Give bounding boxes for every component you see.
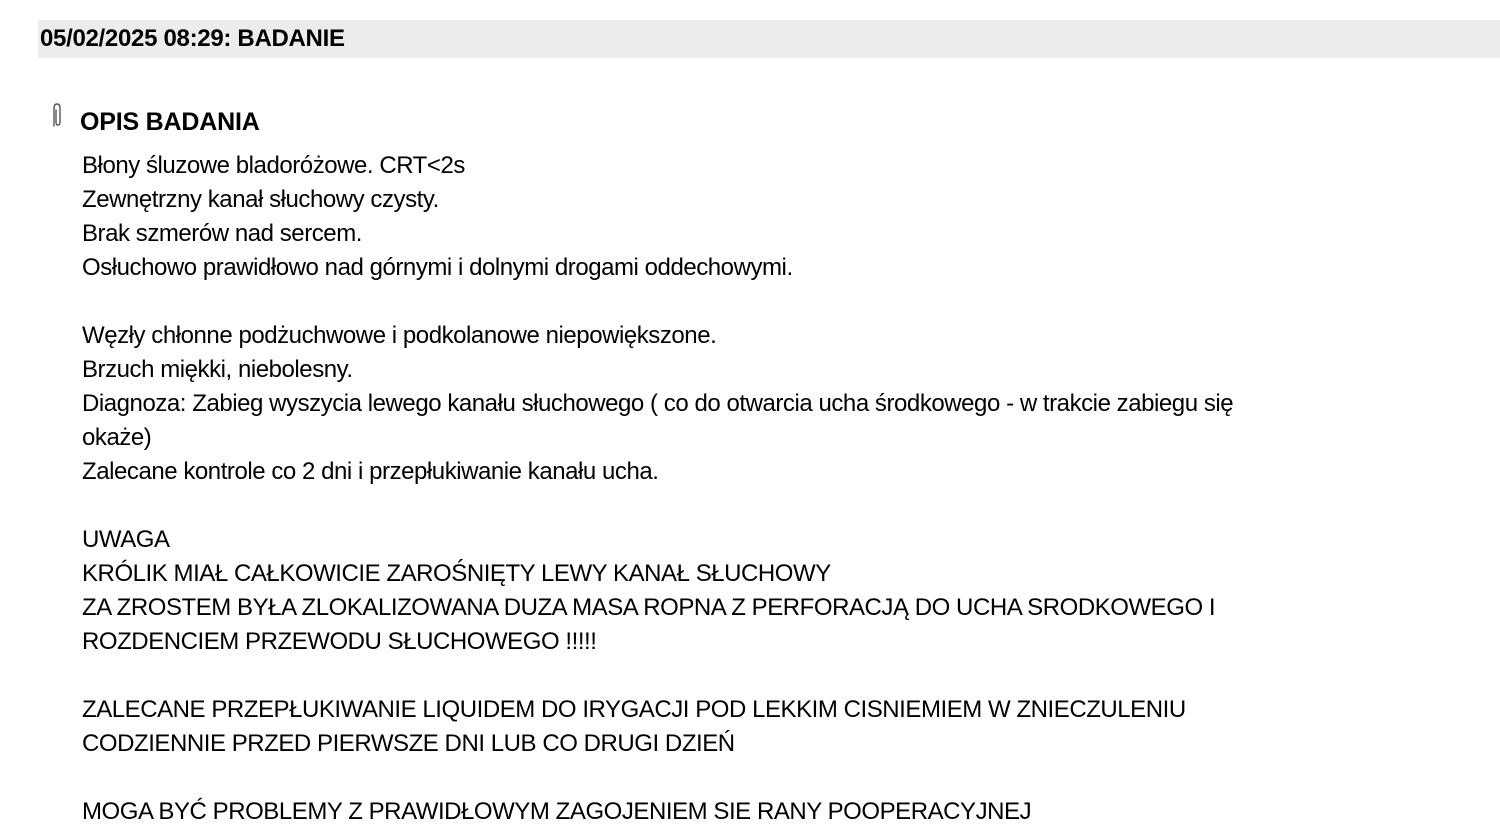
description-line: Węzły chłonne podżuchwowe i podkolanowe niepowiększone. bbox=[82, 322, 717, 349]
description-line: Błony śluzowe bladoróżowe. CRT<2s bbox=[82, 152, 465, 179]
description-line: UWAGA bbox=[82, 526, 170, 553]
blank-line bbox=[82, 285, 1482, 319]
description-line: Zewnętrzny kanał słuchowy czysty. bbox=[82, 186, 439, 213]
description-line: Brak szmerów nad sercem. bbox=[82, 220, 362, 247]
description-line: Zalecane kontrole co 2 dni i przepłukiwanie kanału ucha. bbox=[82, 458, 659, 485]
description-line: MOGA BYĆ PROBLEMY Z PRAWIDŁOWYM ZAGOJENIEM SIE RANY POOPERACYJNEJ bbox=[82, 798, 1032, 825]
description-line: ZALECANE PRZEPŁUKIWANIE LIQUIDEM DO IRYGACJI POD LEKKIM CISNIEMIEM W ZNIECZULENIU bbox=[82, 696, 1186, 723]
description-line: ROZDENCIEM PRZEWODU SŁUCHOWEGO !!!!! bbox=[82, 628, 597, 655]
entry-header bbox=[38, 20, 1500, 58]
section-heading bbox=[48, 102, 260, 142]
description-line: Osłuchowo prawidłowo nad górnymi i dolnymi drogami oddechowymi. bbox=[82, 254, 793, 281]
description-line: KRÓLIK MIAŁ CAŁKOWICIE ZAROŚNIĘTY LEWY KANAŁ SŁUCHOWY bbox=[82, 560, 831, 587]
examination-description bbox=[82, 149, 1482, 829]
blank-line bbox=[82, 659, 1482, 693]
description-line: CODZIENNIE PRZED PIERWSZE DNI LUB CO DRUGI DZIEŃ bbox=[82, 730, 735, 757]
blank-line bbox=[82, 761, 1482, 795]
description-line: Brzuch miękki, niebolesny. bbox=[82, 356, 353, 383]
entry-header-title: 05/02/2025 08:29: BADANIE bbox=[40, 25, 345, 52]
paperclip-icon[interactable] bbox=[48, 102, 70, 142]
section-title: OPIS BADANIA bbox=[80, 108, 260, 136]
description-line: okaże) bbox=[82, 424, 152, 451]
blank-line bbox=[82, 489, 1482, 523]
description-line: Diagnoza: Zabieg wyszycia lewego kanału słuchowego ( co do otwarcia ucha środkowego - w trakcie zabiegu się bbox=[82, 390, 1234, 417]
description-line: ZA ZROSTEM BYŁA ZLOKALIZOWANA DUZA MASA ROPNA Z PERFORACJĄ DO UCHA SRODKOWEGO I bbox=[82, 594, 1216, 621]
